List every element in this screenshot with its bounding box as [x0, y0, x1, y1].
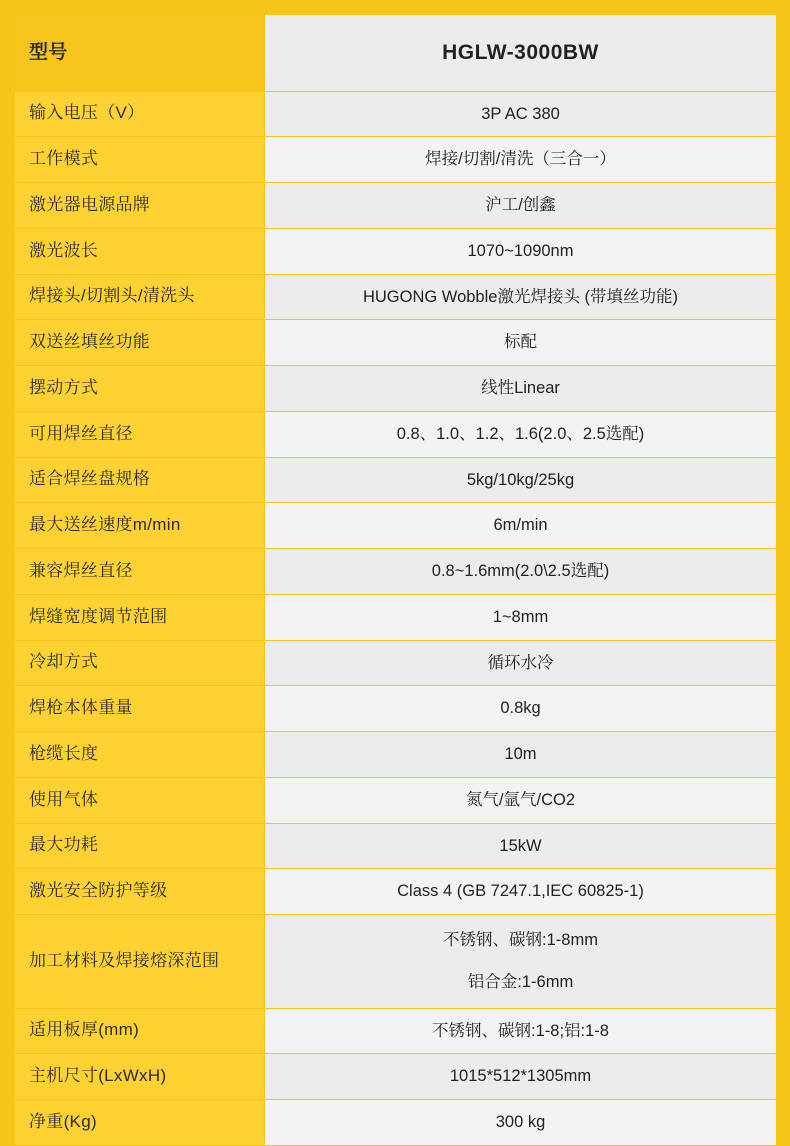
- table-row: [15, 549, 777, 595]
- spec-label-cell: 净重(Kg): [15, 1100, 265, 1146]
- spec-value-cell: 循环水冷: [265, 640, 777, 686]
- specification-table: [14, 14, 777, 1146]
- table-row: [15, 91, 777, 137]
- table-row: [15, 183, 777, 229]
- table-row: [15, 137, 777, 183]
- spec-value-cell: 沪工/创鑫: [265, 183, 777, 229]
- spec-value-cell: 0.8~1.6mm(2.0\2.5选配): [265, 549, 777, 595]
- spec-label-cell: 激光安全防护等级: [15, 869, 265, 915]
- spec-value-cell: 焊接/切割/清洗（三合一）: [265, 137, 777, 183]
- spec-value-cell: HUGONG Wobble激光焊接头 (带填丝功能): [265, 274, 777, 320]
- spec-label-cell: 工作模式: [15, 137, 265, 183]
- table-row: [15, 869, 777, 915]
- spec-label-cell: 双送丝填丝功能: [15, 320, 265, 366]
- spec-value-line: 铝合金:1-6mm: [467, 972, 574, 991]
- table-row: [15, 594, 777, 640]
- spec-value-cell: [265, 915, 777, 1009]
- spec-value-cell: 15kW: [265, 823, 777, 869]
- spec-label-cell: 枪缆长度: [15, 732, 265, 778]
- table-row: [15, 686, 777, 732]
- model-name-cell: HGLW-3000BW: [265, 15, 777, 92]
- table-row: [15, 457, 777, 503]
- table-row: [15, 503, 777, 549]
- spec-value-cell: 标配: [265, 320, 777, 366]
- table-row: [15, 777, 777, 823]
- table-row: [15, 1100, 777, 1146]
- spec-value-cell: 不锈钢、碳钢:1-8;铝:1-8: [265, 1008, 777, 1054]
- spec-value-cell: 6m/min: [265, 503, 777, 549]
- table-row: [15, 640, 777, 686]
- spec-label-cell: 最大送丝速度m/min: [15, 503, 265, 549]
- table-row: [15, 1008, 777, 1054]
- spec-label-cell: 激光波长: [15, 228, 265, 274]
- spec-value-cell: 3P AC 380: [265, 91, 777, 137]
- spec-label-cell: 冷却方式: [15, 640, 265, 686]
- table-row: [15, 411, 777, 457]
- spec-value-cell: 1070~1090nm: [265, 228, 777, 274]
- spec-label-cell: 最大功耗: [15, 823, 265, 869]
- spec-label-cell: 主机尺寸(LxWxH): [15, 1054, 265, 1100]
- spec-label-cell: 激光器电源品牌: [15, 183, 265, 229]
- spec-label-cell: 使用气体: [15, 777, 265, 823]
- table-row: [15, 366, 777, 412]
- spec-value-cell: 300 kg: [265, 1100, 777, 1146]
- table-row: [15, 228, 777, 274]
- spec-label-cell: 加工材料及焊接熔深范围: [15, 915, 265, 1009]
- table-header-row: [15, 15, 777, 92]
- spec-value-cell: 1015*512*1305mm: [265, 1054, 777, 1100]
- spec-label-cell: 适用板厚(mm): [15, 1008, 265, 1054]
- spec-value-cell: 0.8、1.0、1.2、1.6(2.0、2.5选配): [265, 411, 777, 457]
- spec-label-cell: 兼容焊丝直径: [15, 549, 265, 595]
- table-row: [15, 274, 777, 320]
- table-row: [15, 320, 777, 366]
- spec-label-cell: 焊枪本体重量: [15, 686, 265, 732]
- spec-label-cell: 适合焊丝盘规格: [15, 457, 265, 503]
- spec-value-cell: 氮气/氩气/CO2: [265, 777, 777, 823]
- spec-value-line: 不锈钢、碳钢:1-8mm: [443, 931, 598, 949]
- spec-value-cell: Class 4 (GB 7247.1,IEC 60825-1): [265, 869, 777, 915]
- spec-value-cell: 0.8kg: [265, 686, 777, 732]
- table-row: [15, 915, 777, 1009]
- spec-value-cell: 10m: [265, 732, 777, 778]
- spec-label-cell: 输入电压（V）: [15, 91, 265, 137]
- table-row: [15, 1054, 777, 1100]
- spec-value-cell: 5kg/10kg/25kg: [265, 457, 777, 503]
- table-row: [15, 823, 777, 869]
- spec-label-cell: 型号: [15, 15, 265, 92]
- spec-label-cell: 焊接头/切割头/清洗头: [15, 274, 265, 320]
- spec-value-cell: 1~8mm: [265, 594, 777, 640]
- spec-value-cell: 线性Linear: [265, 366, 777, 412]
- table-row: [15, 732, 777, 778]
- spec-label-cell: 可用焊丝直径: [15, 411, 265, 457]
- spec-label-cell: 焊缝宽度调节范围: [15, 594, 265, 640]
- spec-label-cell: 摆动方式: [15, 366, 265, 412]
